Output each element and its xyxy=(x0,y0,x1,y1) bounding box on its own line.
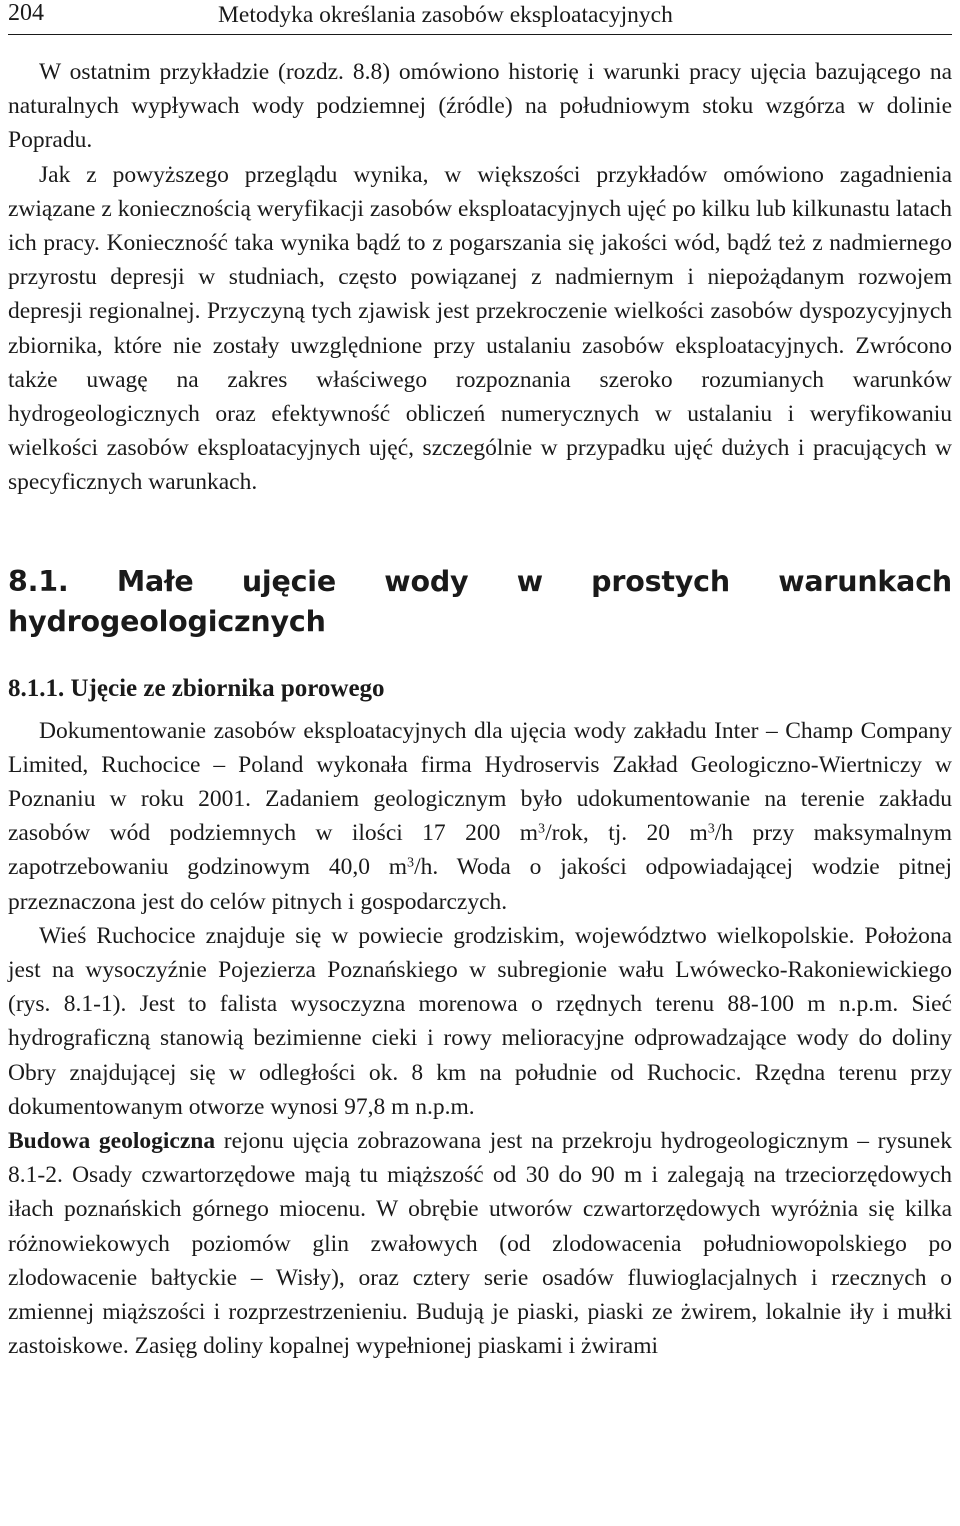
text-run: /h. Woda o jakości odpowiadającej wodzie pitnej przeznaczona jest do celów pitnych i gospodarczych. xyxy=(8,854,952,915)
subsection-heading: 8.1.1. Ujęcie ze zbiornika porowego xyxy=(8,674,385,702)
text-run: /rok, tj. 20 m xyxy=(545,820,708,847)
bold-lead: Budowa geologiczna xyxy=(8,1128,216,1155)
paragraph-location: Wieś Ruchocice znajduje się w powiecie grodziskim, województwo wielkopolskie. Położona jest na wysoczyźnie Pojezierza Poznańskiego w subregionie wału Lwówecko-Rakoniewickiego (rys. 8.1-1). Jest to falista wysoczyzna morenowa o rzędnych terenu 88-100 m n.p.m. Sieć hydrograficzną stanowią bezimienne cieki i rowy melioracyjne odprowadzające wody do doliny Obry znajdującej się w odległości ok. 8 km na południe od Ruchocic. Rzędna terenu przy dokumentowanym otworze wynosi 97,8 m n.p.m. xyxy=(8,922,952,1120)
paragraph-intro-2: Jak z powyższego przeglądu wynika, w większości przykładów omówiono zagadnienia związane z koniecznością weryfikacji zasobów eksploatacyjnych ujęć po kilku lub kilkunastu latach ich pracy. Konieczność taka wynika bądź to z pogarszania się jakości wód, bądź też z nadmiernego przyrostu depresji w studniach, często powiązanej z nadmiernym i niepożądanym rozwojem depresji regionalnej. Przyczyną tych zjawisk jest przekroczenie wielkości zasobów dyspozycyjnych zbiornika, które nie zostały uwzględnione przy ustalaniu zasobów eksploatacyjnych. Zwrócono także uwagę na zakres właściwego rozpoznania szeroko rozumianych warunków hydrogeologicznych oraz efektywność obliczeń numerycznych w ustalaniu i weryfikowaniu wielkości zasobów eksploatacyjnych ujęć, szczególnie w przypadku ujęć dużych i pracujących w specyficznych warunkach. xyxy=(8,161,952,496)
page-number: 204 xyxy=(8,0,44,26)
text-run: /h przy maksymalnym zapotrzebowaniu godzinowym 40,0 m xyxy=(8,820,952,881)
superscript: 3 xyxy=(707,820,715,837)
paragraph-geology xyxy=(8,1124,952,1363)
text-run: rejonu ujęcia zobrazowana jest na przekroju hydrogeologicznym – rysunek 8.1-2. Osady czwartorzędowe mają tu miąższość od 30 do 90 m i zalegają na trzeciorzędowych iłach poznańskich górnego miocenu. W obrębie utworów czwartorzędowych wyróżnia się kilka różnowiekowych poziomów glin zwałowych (od zlodowacenia południowopolskiego po zlodowacenie bałtyckie – Wisły), oraz cztery serie osadów fluwioglacjalnych i rzecznych o zmiennej miąższości i rozprzestrzenieniu. Budują je piaski, piaski ze żwirem, lokalnie iły i mułki zastoiskowe. Zasięg doliny kopalnej wypełnionej piaskami i żwirami xyxy=(8,1128,952,1360)
section-heading: 8.1. Małe ujęcie wody w prostych warunkach hydrogeologicznych xyxy=(8,564,952,638)
text-run: Dokumentowanie zasobów eksploatacyjnych dla ujęcia wody zakładu Inter – Champ Company Limited, Ruchocice – Poland wykonała firma Hydroservis Zakład Geologiczno-Wiertniczy w Poznaniu w roku 2001. Zadaniem geologicznym było udokumentowanie na terenie zakładu zasobów wód podziemnych w ilości 17 200 m xyxy=(8,717,952,847)
running-title: Metodyka określania zasobów eksploatacyjnych xyxy=(218,2,673,28)
page-header xyxy=(8,0,952,35)
page-body xyxy=(8,55,952,1364)
superscript: 3 xyxy=(407,854,415,871)
superscript: 3 xyxy=(538,820,546,837)
paragraph-documentation xyxy=(8,714,952,919)
paragraph-intro-1: W ostatnim przykładzie (rozdz. 8.8) omówiono historię i warunki pracy ujęcia bazującego na naturalnych wypływach wody podziemnej (źródle) na południowym stoku wzgórza w dolinie Popradu. xyxy=(8,59,952,154)
